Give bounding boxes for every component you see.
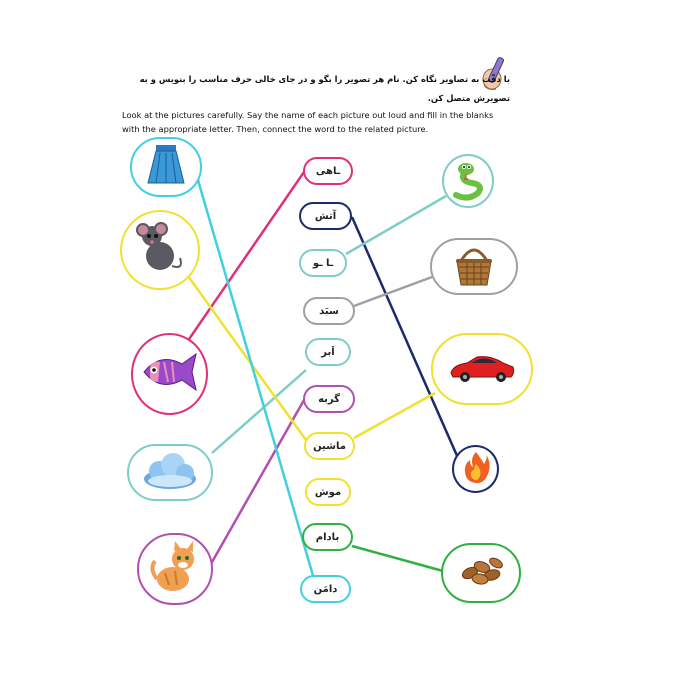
picture-cloud[interactable] <box>127 444 213 501</box>
fire-icon <box>462 450 490 488</box>
word-mahi[interactable] <box>303 157 353 185</box>
line-mashin-car <box>354 393 435 438</box>
cat-icon <box>147 539 203 599</box>
word-text: بادام <box>315 531 340 543</box>
picture-fire[interactable] <box>452 445 499 493</box>
picture-skirt[interactable] <box>130 137 202 197</box>
word-sabad[interactable] <box>303 297 355 325</box>
almonds-icon <box>456 553 506 593</box>
word-text: اَبر <box>321 346 335 358</box>
line-mashin-mouse <box>188 276 306 440</box>
mouse-icon <box>132 220 188 280</box>
word-text: ـاهی <box>315 165 341 177</box>
word-text: آتش <box>314 210 337 222</box>
car-icon <box>447 351 517 387</box>
skirt-icon <box>146 143 186 191</box>
word-gorbeh[interactable] <box>303 385 355 413</box>
picture-cat[interactable] <box>137 533 213 605</box>
word-text: گربه <box>318 393 340 405</box>
fish-icon <box>140 350 200 398</box>
instructions-persian: با دقّت به تصاویر نگاه کن. نام هر تصویر را بگو و در جای خالی حرف مناسب را بنویس و به تصویرش متصل کن. <box>139 74 510 103</box>
picture-mouse[interactable] <box>120 210 200 290</box>
line-abr-cloud <box>212 370 306 453</box>
word-badam[interactable] <box>302 523 353 551</box>
word-atash[interactable] <box>299 202 352 230</box>
line-badam-almonds <box>352 546 443 571</box>
picture-fish[interactable] <box>131 333 208 415</box>
word-text: دامَن <box>313 583 338 595</box>
word-text: ـا ـو <box>312 257 334 269</box>
line-sabad-basket <box>354 277 432 306</box>
instructions-english: Look at the pictures carefully. Say the name of each picture out loud and fill in the blanks with the appropriate letter. Then, connect the word to the related picture. <box>122 110 494 134</box>
word-mashin[interactable] <box>304 432 355 460</box>
word-text: موش <box>314 486 342 498</box>
basket-icon <box>451 243 497 291</box>
word-mush[interactable] <box>305 478 351 506</box>
picture-almonds[interactable] <box>441 543 521 603</box>
picture-car[interactable] <box>431 333 533 405</box>
word-mar[interactable] <box>299 249 347 277</box>
word-daman[interactable] <box>300 575 351 603</box>
line-mar-snake <box>346 196 446 254</box>
picture-basket[interactable] <box>430 238 518 295</box>
snake-icon <box>448 157 488 205</box>
word-text: ماشین <box>313 440 346 452</box>
cloud-icon <box>139 451 201 495</box>
word-abr[interactable] <box>305 338 351 366</box>
word-text: سبَد <box>319 305 339 317</box>
picture-snake[interactable] <box>442 154 494 208</box>
